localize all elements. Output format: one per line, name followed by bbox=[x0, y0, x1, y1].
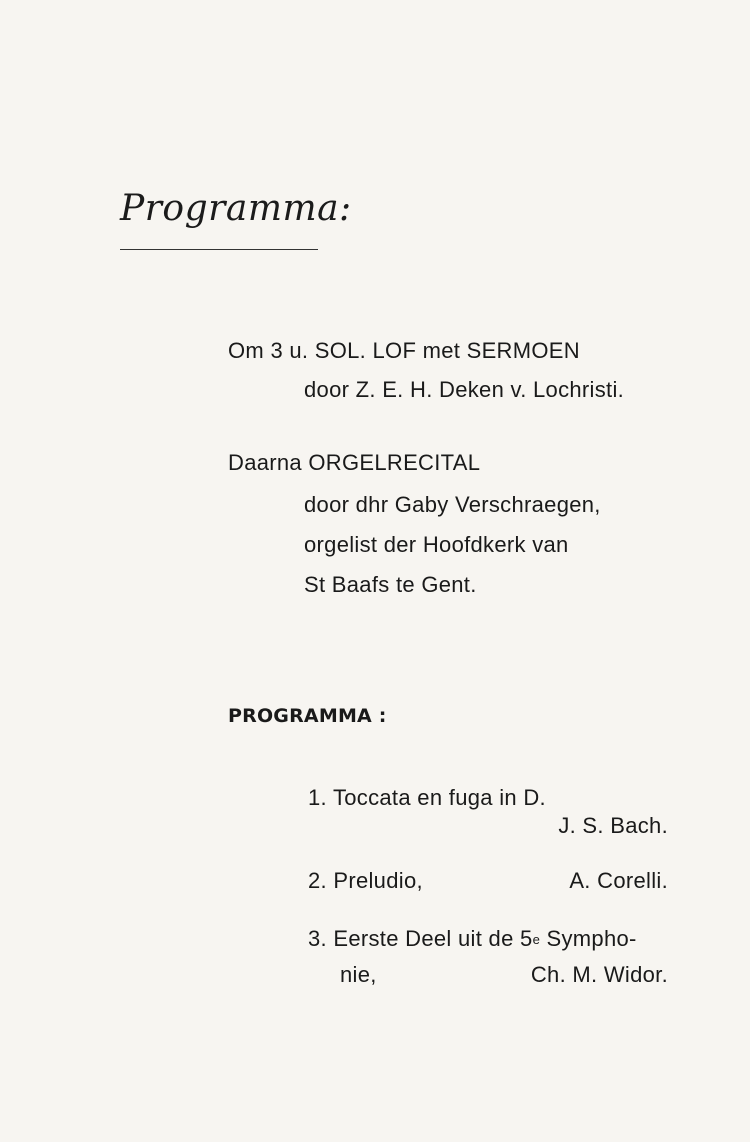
programme-item-continuation: nie, bbox=[340, 962, 377, 987]
recital-location: St Baafs te Gent. bbox=[304, 572, 477, 597]
programme-item-title-text: 3. Eerste Deel uit de 5 bbox=[308, 926, 533, 951]
programme-item-title: 2. Preludio, bbox=[308, 868, 423, 893]
ordinal-superscript: e bbox=[532, 932, 541, 947]
programme-item-title-text: Sympho- bbox=[540, 926, 637, 951]
programme-item-title bbox=[308, 926, 637, 952]
title-underline bbox=[120, 249, 318, 250]
service-line: Om 3 u. SOL. LOF met SERMOEN bbox=[228, 338, 580, 363]
service-preacher: door Z. E. H. Deken v. Lochristi. bbox=[304, 377, 625, 402]
programme-item-composer: J. S. Bach. bbox=[558, 813, 668, 838]
recital-performer: door dhr Gaby Verschraegen, bbox=[304, 492, 601, 517]
recital-role: orgelist der Hoofdkerk van bbox=[304, 532, 569, 557]
programme-item-composer: A. Corelli. bbox=[569, 868, 668, 893]
programme-item-composer: Ch. M. Widor. bbox=[530, 962, 668, 987]
programme-heading: PROGRAMMA : bbox=[228, 705, 387, 727]
programme-item-title: 1. Toccata en fuga in D. bbox=[308, 785, 546, 810]
recital-line: Daarna ORGELRECITAL bbox=[228, 450, 481, 475]
page-title: Programma: bbox=[120, 188, 352, 229]
